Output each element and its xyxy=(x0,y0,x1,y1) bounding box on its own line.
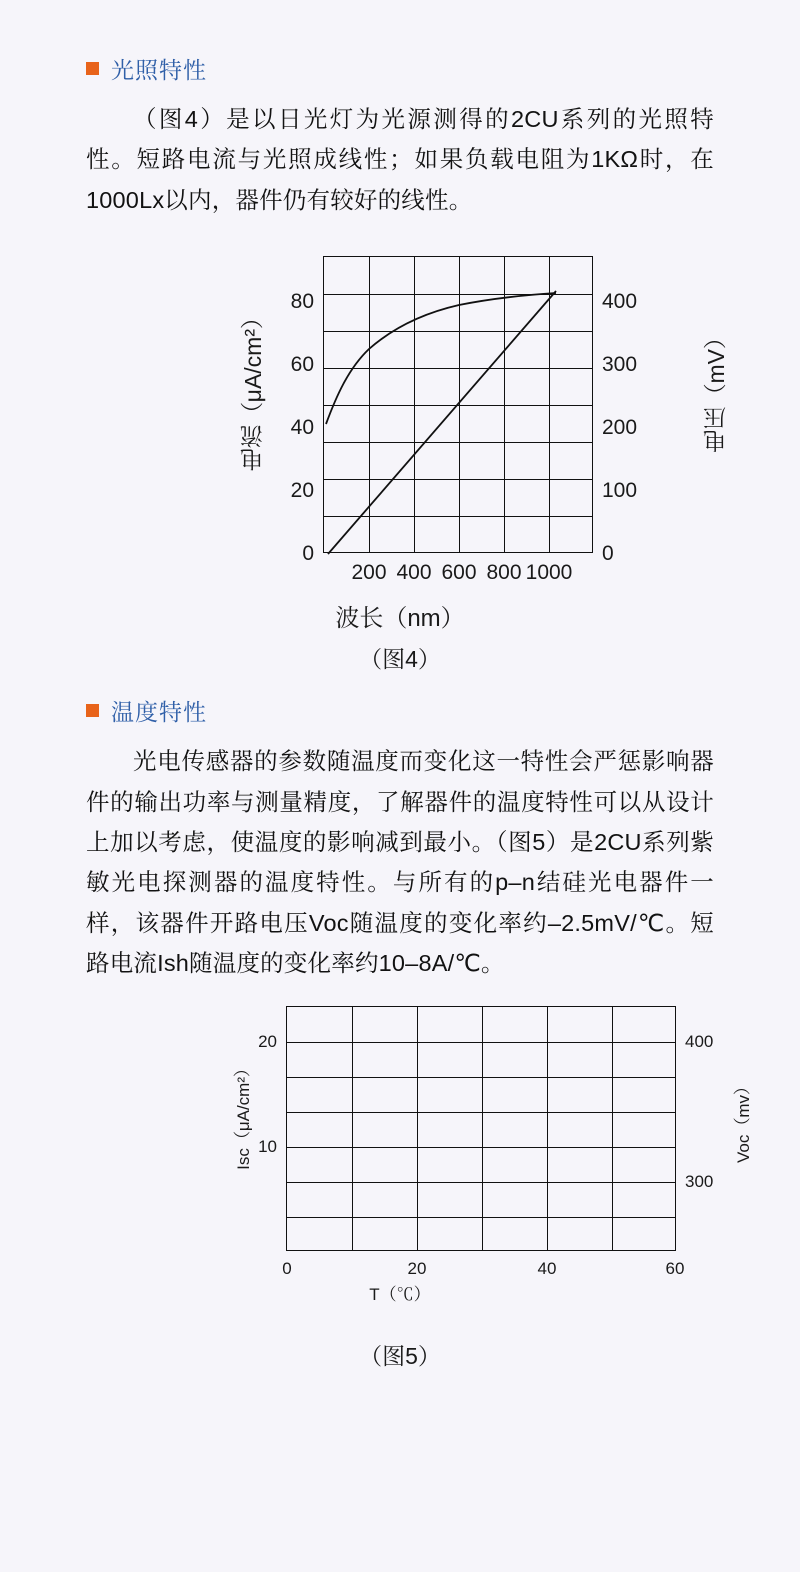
fig4-ytick-left-60: 60 xyxy=(290,353,314,377)
fig4-ytick-left-80: 80 xyxy=(290,290,314,314)
section-heading-temperature xyxy=(86,694,714,727)
section-title-text: 光照特性 xyxy=(111,57,207,83)
fig4-xtick-400: 400 xyxy=(396,561,432,585)
fig5-xtick-20: 20 xyxy=(407,1258,427,1278)
fig4-xtick-1000: 1000 xyxy=(525,561,573,585)
figure-5 xyxy=(86,998,753,1369)
fig4-ytick-right-100: 100 xyxy=(602,479,638,503)
fig4-y-axis-label-left: 电流（μA/cm²） xyxy=(240,306,266,472)
paragraph-temperature-characteristics: 光电传感器的参数随温度而变化这一特性会严惩影响器件的输出功率与测量精度，了解器件的温度特性可以从设计上加以考虑，使温度的影响减到最小。（图5）是2CU系列紫敏光电探测器的温度特性。与所有的p–n结硅光电器件一样，该器件开路电压Voc随温度的变化率约–2.5mV/℃。短路电流Ish随温度的变化率约10–8A/℃。 xyxy=(86,748,714,977)
fig5-ytick-left-10: 10 xyxy=(258,1136,277,1156)
fig5-plot-area xyxy=(258,1006,714,1278)
fig5-xtick-40: 40 xyxy=(537,1258,557,1278)
fig4-xtick-800: 800 xyxy=(486,561,522,585)
square-bullet-icon xyxy=(86,704,99,717)
fig4-y-axis-label-right: 电压（mV） xyxy=(703,326,729,453)
fig5-xtick-0: 0 xyxy=(282,1258,292,1278)
fig4-ytick-right-0: 0 xyxy=(602,542,614,566)
fig4-caption: （图4） xyxy=(359,646,441,673)
fig4-x-axis-label: 波长（nm） xyxy=(335,605,465,633)
fig4-ytick-left-0: 0 xyxy=(302,542,314,566)
fig4-ytick-left-40: 40 xyxy=(290,416,314,440)
fig5-x-axis-label: T（℃） xyxy=(369,1284,431,1304)
fig4-curves xyxy=(324,257,594,554)
fig4-ytick-left-20: 20 xyxy=(290,479,314,503)
fig4-xtick-600: 600 xyxy=(441,561,477,585)
fig4-ytick-right-200: 200 xyxy=(602,416,638,440)
paragraph-light-characteristics: （图4）是以日光灯为光源测得的2CU系列的光照特性。短路电流与光照成线性；如果负载电阻为1KΩ时，在1000Lx以内，器件仍有较好的线性。 xyxy=(86,106,714,213)
fig4-plot-area xyxy=(290,256,638,585)
fig5-caption: （图5） xyxy=(359,1342,441,1369)
fig5-xtick-60: 60 xyxy=(665,1258,685,1278)
section-title-text: 温度特性 xyxy=(111,699,207,726)
fig4-ytick-right-300: 300 xyxy=(602,353,638,377)
figure-4 xyxy=(86,246,729,676)
fig5-ytick-right-300: 300 xyxy=(685,1171,714,1191)
section-heading-light xyxy=(86,0,714,85)
fig5-y-axis-label-right: Voc（mv） xyxy=(734,1077,753,1163)
square-bullet-icon xyxy=(86,62,99,75)
fig5-ytick-left-20: 20 xyxy=(258,1031,277,1051)
fig5-y-axis-label-left: Isc（μA/cm²） xyxy=(234,1059,253,1170)
fig4-xtick-200: 200 xyxy=(351,561,387,585)
fig5-ytick-right-400: 400 xyxy=(685,1031,714,1051)
fig4-ytick-right-400: 400 xyxy=(602,290,638,314)
